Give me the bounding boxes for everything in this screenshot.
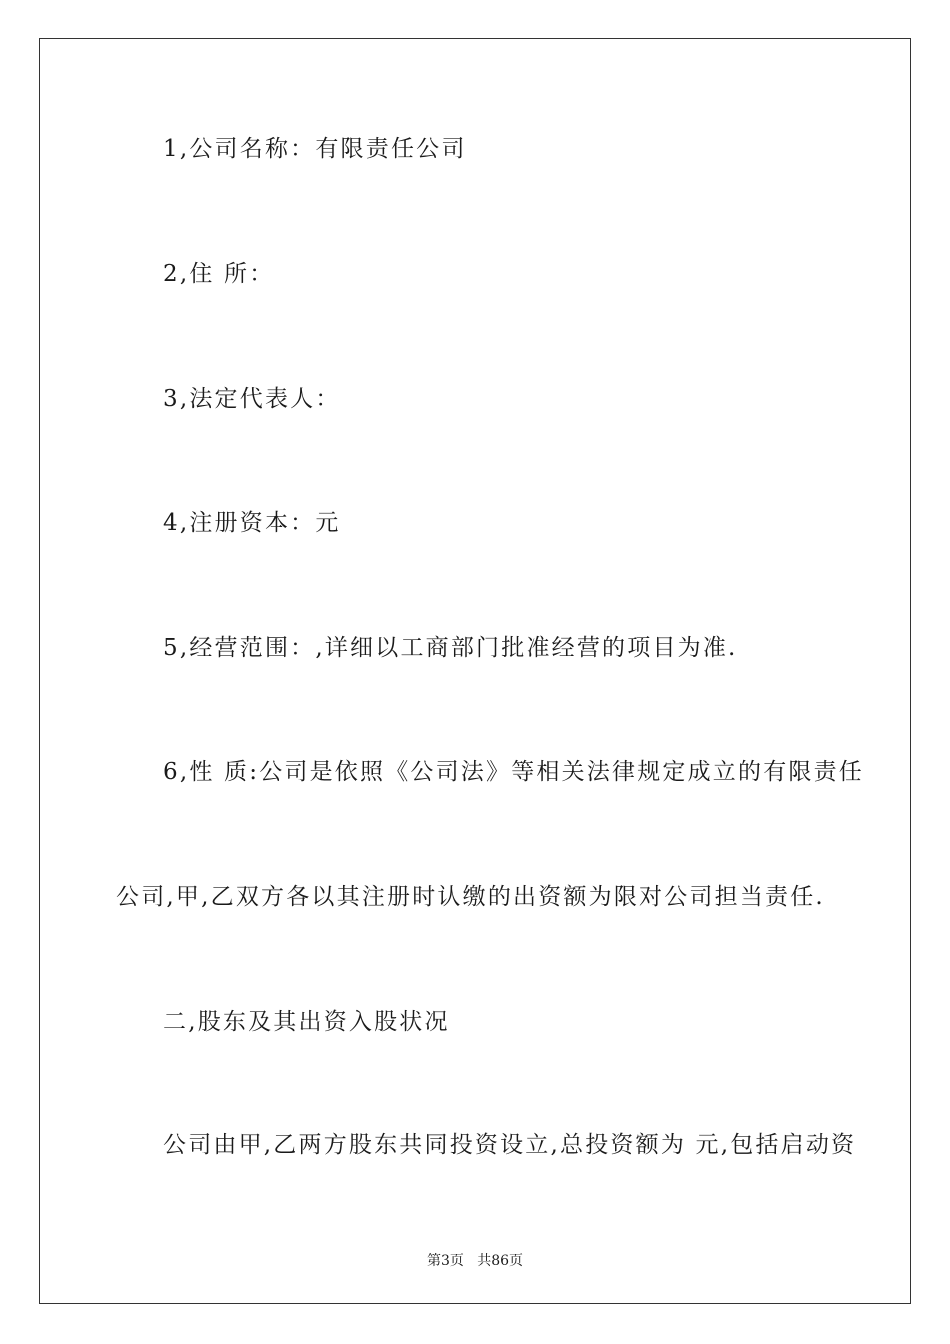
item-address: 2,住 所： (163, 261, 275, 287)
page-border (39, 38, 911, 1304)
section-heading-shareholders: 二,股东及其出资入股状况 (163, 1009, 450, 1035)
page-number-footer: 第3页 共86页 (426, 1253, 524, 1269)
item-nature: 6,性 质:公司是依照《公司法》等相关法律规定成立的有限责任 (163, 759, 865, 785)
item-nature-continued: 公司,甲,乙双方各以其注册时认缴的出资额为限对公司担当责任. (116, 884, 825, 910)
item-company-name: 1,公司名称：有限责任公司 (163, 136, 467, 162)
item-registered-capital: 4,注册资本：元 (163, 510, 341, 536)
item-business-scope: 5,经营范围：,详细以工商部门批准经营的项目为准. (163, 635, 738, 661)
item-legal-representative: 3,法定代表人： (163, 386, 341, 412)
paragraph-investment: 公司由甲,乙两方股东共同投资设立,总投资额为 元,包括启动资 (163, 1132, 857, 1158)
